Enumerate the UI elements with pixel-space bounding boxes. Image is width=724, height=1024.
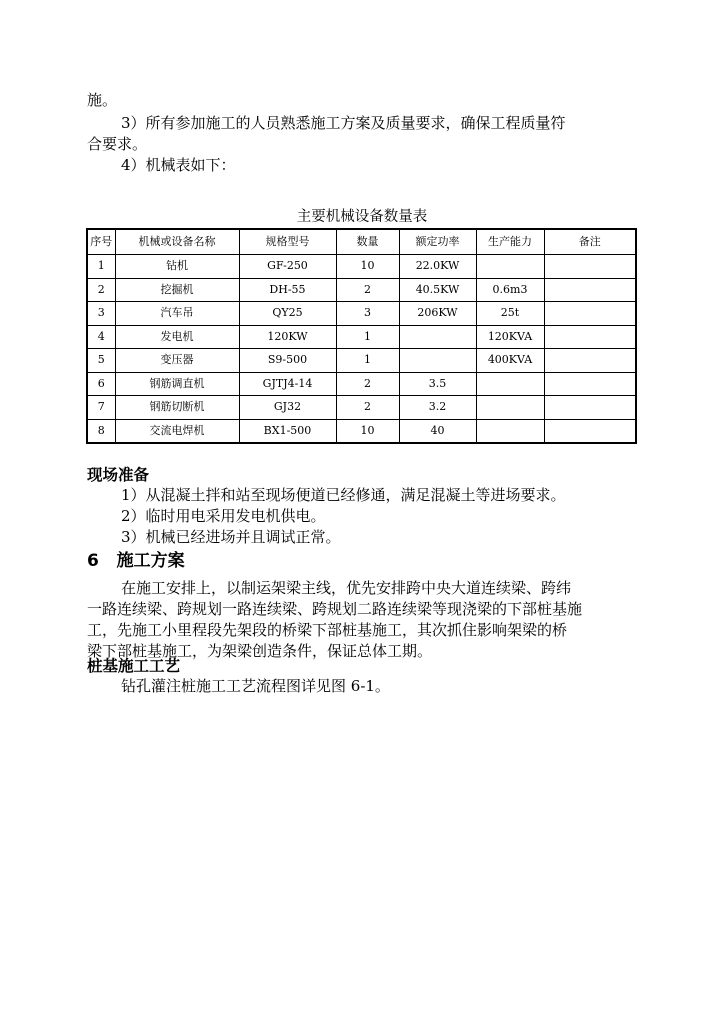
table-cell: 4 [87, 325, 115, 349]
table-cell: 8 [87, 419, 115, 443]
table-cell [544, 325, 636, 349]
table-cell: 206KW [399, 302, 476, 326]
section-6-line-2: 一路连续梁、跨规划一路连续梁、跨规划二路连续梁等现浇梁的下部桩基施 [87, 600, 583, 618]
section-6-line-4: 梁下部桩基施工，为架梁创造条件，保证总体工期。 [87, 642, 433, 660]
table-row [87, 278, 636, 302]
table-cell: 10 [336, 255, 399, 279]
table-cell: GJTJ4-14 [239, 372, 336, 396]
table-cell: 120KVA [476, 325, 544, 349]
item-3-line-2: 合要求。 [87, 135, 148, 153]
table-title: 主要机械设备数量表 [296, 209, 428, 225]
table-cell: BX1-500 [239, 419, 336, 443]
table-cell [476, 396, 544, 420]
table-cell: 2 [336, 278, 399, 302]
table-row [87, 255, 636, 279]
section-6-line-3: 工，先施工小里程段先架段的桥梁下部桩基施工，其次抓住影响架梁的桥 [87, 621, 568, 639]
equipment-table [86, 228, 637, 444]
table-cell: 120KW [239, 325, 336, 349]
item-3-line-1: 3）所有参加施工的人员熟悉施工方案及质量要求，确保工程质量符 [121, 114, 566, 132]
table-cell: 6 [87, 372, 115, 396]
continued-text: 施。 [87, 91, 118, 109]
table-cell: 3.2 [399, 396, 476, 420]
table-cell: 1 [336, 325, 399, 349]
table-cell [476, 372, 544, 396]
table-cell: 汽车吊 [115, 302, 239, 326]
table-cell: 2 [87, 278, 115, 302]
table-cell: 2 [336, 396, 399, 420]
table-cell [544, 419, 636, 443]
table-cell: 0.6m3 [476, 278, 544, 302]
table-row [87, 372, 636, 396]
table-cell: 40 [399, 419, 476, 443]
header-cell: 机械或设备名称 [115, 229, 239, 255]
table-row [87, 325, 636, 349]
table-cell: GJ32 [239, 396, 336, 420]
table-cell [544, 255, 636, 279]
table-row [87, 302, 636, 326]
table-cell: QY25 [239, 302, 336, 326]
table-cell [544, 349, 636, 373]
site-prep-item-1: 1）从混凝土拌和站至现场便道已经修通，满足混凝土等进场要求。 [121, 486, 566, 504]
table-cell: 挖掘机 [115, 278, 239, 302]
section-6-line-1: 在施工安排上，以制运架梁主线，优先安排跨中央大道连续梁、跨纬 [121, 579, 572, 597]
table-cell: GF-250 [239, 255, 336, 279]
table-cell [399, 349, 476, 373]
table-cell: 10 [336, 419, 399, 443]
header-cell: 序号 [87, 229, 115, 255]
table-row [87, 349, 636, 373]
header-cell: 规格型号 [239, 229, 336, 255]
table-cell: DH-55 [239, 278, 336, 302]
table-cell [399, 325, 476, 349]
header-cell: 生产能力 [476, 229, 544, 255]
table-cell: 发电机 [115, 325, 239, 349]
site-prep-heading: 现场准备 [87, 466, 150, 484]
table-cell [476, 419, 544, 443]
table-cell: 5 [87, 349, 115, 373]
table-cell: 1 [336, 349, 399, 373]
header-cell: 额定功率 [399, 229, 476, 255]
site-prep-item-3: 3）机械已经进场并且调试正常。 [121, 528, 341, 546]
table-cell: 3 [87, 302, 115, 326]
table-cell: 钢筋切断机 [115, 396, 239, 420]
table-cell: 22.0KW [399, 255, 476, 279]
table-cell: 交流电焊机 [115, 419, 239, 443]
site-prep-item-2: 2）临时用电采用发电机供电。 [121, 507, 326, 525]
table-cell: S9-500 [239, 349, 336, 373]
table-cell: 变压器 [115, 349, 239, 373]
pile-text: 钻孔灌注桩施工工艺流程图详见图 6-1。 [121, 677, 390, 695]
table-row [87, 396, 636, 420]
table-cell: 钢筋调直机 [115, 372, 239, 396]
pile-heading: 桩基施工工艺 [87, 657, 181, 675]
header-cell: 数量 [336, 229, 399, 255]
item-4: 4）机械表如下： [121, 156, 236, 174]
table-cell [544, 278, 636, 302]
table-cell: 400KVA [476, 349, 544, 373]
header-cell: 备注 [544, 229, 636, 255]
table-cell: 1 [87, 255, 115, 279]
table-row [87, 419, 636, 443]
table-header-row [87, 229, 636, 255]
table-cell [544, 396, 636, 420]
table-cell [476, 255, 544, 279]
section-6-heading: 6 施工方案 [87, 551, 185, 571]
table-cell: 钻机 [115, 255, 239, 279]
table-cell [544, 302, 636, 326]
table-cell: 3 [336, 302, 399, 326]
table-cell [544, 372, 636, 396]
table-cell: 25t [476, 302, 544, 326]
table-cell: 7 [87, 396, 115, 420]
table-cell: 40.5KW [399, 278, 476, 302]
table-cell: 3.5 [399, 372, 476, 396]
table-cell: 2 [336, 372, 399, 396]
